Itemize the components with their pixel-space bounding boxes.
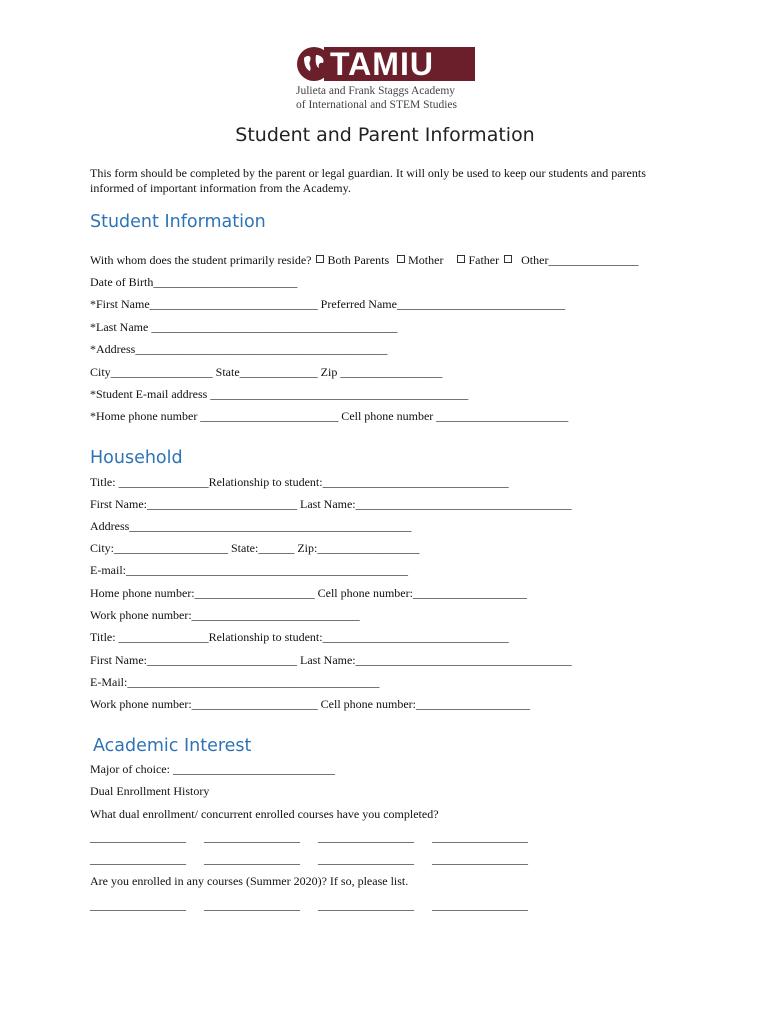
guardian1-address-field[interactable]: Address_______________________________________________: [90, 519, 412, 533]
logo-subtitle-line1: Julieta and Frank Staggs Academy: [296, 85, 456, 97]
logo-subtitle-line2: of International and STEM Studies: [296, 99, 457, 111]
guardian1-city-field[interactable]: City:___________________ State:______ Zip:_________________: [90, 541, 420, 555]
guardian2-email-field[interactable]: E-Mail:__________________________________________: [90, 675, 380, 689]
date-of-birth-field[interactable]: Date of Birth________________________: [90, 275, 298, 289]
summer-courses-question: Are you enrolled in any courses (Summer 2020)? If so, please list.: [90, 874, 409, 888]
student-information-heading: Student Information: [90, 212, 266, 232]
other-field[interactable]: Other_______________: [521, 253, 639, 267]
guardian1-email-field[interactable]: E-mail:_______________________________________________: [90, 563, 408, 577]
guardian1-names-field[interactable]: First Name:_________________________ Last Name:____________________________________: [90, 497, 572, 511]
mother-label: Mother: [408, 253, 444, 267]
reside-question: With whom does the student primarily reside?: [90, 253, 312, 267]
completed-courses-row2[interactable]: ________________ ________________ ________________ ________________: [90, 852, 528, 866]
household-heading: Household: [90, 448, 183, 468]
guardian2-names-field[interactable]: First Name:_________________________ Last Name:____________________________________: [90, 653, 572, 667]
other-checkbox[interactable]: [504, 255, 512, 263]
last-name-field[interactable]: *Last Name _________________________________________: [90, 320, 398, 334]
both-parents-checkbox[interactable]: [316, 255, 324, 263]
completed-courses-row1[interactable]: ________________ ________________ ________________ ________________: [90, 830, 528, 844]
father-checkbox[interactable]: [457, 255, 465, 263]
dual-enrollment-history-label: Dual Enrollment History: [90, 784, 210, 798]
guardian2-phones-field[interactable]: Work phone number:_____________________ Cell phone number:___________________: [90, 697, 530, 711]
dual-enrollment-question: What dual enrollment/ concurrent enrolled courses have you completed?: [90, 807, 439, 821]
logo-brand: TAMIU: [324, 47, 475, 81]
tamiu-logo: [296, 46, 476, 112]
reside-question-line: [90, 253, 638, 267]
first-name-field[interactable]: *First Name____________________________ Preferred Name____________________________: [90, 297, 565, 311]
guardian1-title-field[interactable]: Title: _______________Relationship to student:_______________________________: [90, 475, 509, 489]
student-email-field[interactable]: *Student E-mail address ___________________________________________: [90, 387, 469, 401]
mother-checkbox[interactable]: [397, 255, 405, 263]
father-label: Father: [468, 253, 500, 267]
both-parents-label: Both Parents: [327, 253, 390, 267]
student-phones-field[interactable]: *Home phone number _______________________ Cell phone number ______________________: [90, 409, 569, 423]
summer-courses-row[interactable]: ________________ ________________ ________________ ________________: [90, 898, 528, 912]
major-field[interactable]: Major of choice: ___________________________: [90, 762, 335, 776]
address-field[interactable]: *Address__________________________________________: [90, 342, 388, 356]
guardian1-work-phone-field[interactable]: Work phone number:____________________________: [90, 608, 360, 622]
guardian2-title-field[interactable]: Title: _______________Relationship to student:_______________________________: [90, 630, 509, 644]
academic-interest-heading: Academic Interest: [93, 736, 252, 756]
guardian1-phones-field[interactable]: Home phone number:____________________ Cell phone number:___________________: [90, 586, 527, 600]
page-title: Student and Parent Information: [235, 124, 535, 146]
intro-text: This form should be completed by the parent or legal guardian. It will only be used to keep our students and parents informed of important information from the Academy.: [90, 166, 646, 195]
city-state-zip-field[interactable]: City_________________ State_____________ Zip _________________: [90, 365, 443, 379]
